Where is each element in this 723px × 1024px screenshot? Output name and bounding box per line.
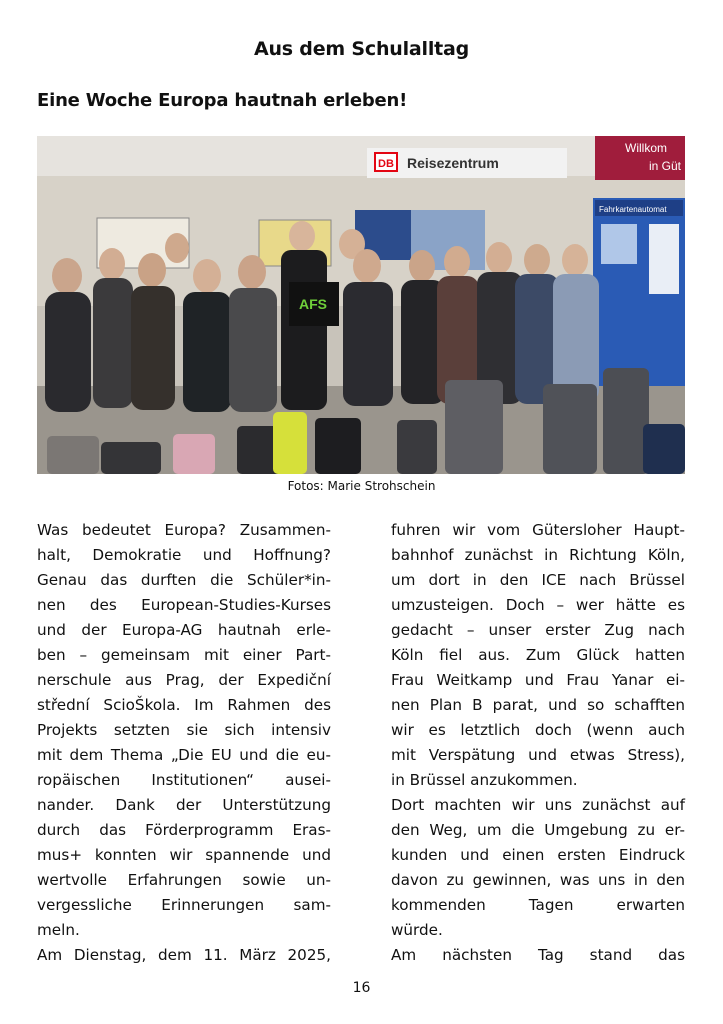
text-line: fuhren wir vom Gütersloher Haupt- xyxy=(391,521,685,539)
text-line: střední ScioŠkola. Im Rahmen des xyxy=(37,696,331,714)
afs-shirt-text: AFS xyxy=(299,296,327,312)
text-line: ben – gemeinsam mit einer Part- xyxy=(37,646,331,664)
text-line: Was bedeutet Europa? Zusammen- xyxy=(37,521,331,539)
section-title: Aus dem Schulalltag xyxy=(253,38,470,60)
text-line: ropäischen Institutionen“ ausei- xyxy=(37,771,331,789)
text-line: Am nächsten Tag stand das xyxy=(391,946,685,964)
column-paragraph xyxy=(391,518,685,793)
text-line: mus+ konnten wir spannende und xyxy=(37,846,331,864)
article-headline: Eine Woche Europa hautnah erleben! xyxy=(37,90,408,111)
photo-caption: Fotos: Marie Strohschein xyxy=(287,479,436,493)
welcome-sign-bottom: in Güt xyxy=(649,159,682,173)
column-paragraph xyxy=(391,943,685,968)
text-line: wertvolle Erfahrungen sowie un- xyxy=(37,871,331,889)
text-line: in Brüssel anzukommen. xyxy=(391,771,578,789)
text-line: gedacht – unser erster Zug nach xyxy=(391,621,685,639)
page-number: 16 xyxy=(352,980,371,996)
text-line: davon zu gewinnen, was uns in den xyxy=(391,871,685,889)
text-line: mit dem Thema „Die EU und die eu- xyxy=(37,746,331,764)
text-line: bahnhof zunächst in Richtung Köln, xyxy=(391,546,685,564)
text-line: Köln fiel aus. Zum Glück hatten xyxy=(391,646,685,664)
article-column-left xyxy=(37,518,331,968)
text-line: Projekts setzten sie sich intensiv xyxy=(37,721,331,739)
text-line: Frau Weitkamp und Frau Yanar ei- xyxy=(391,671,685,689)
column-paragraph xyxy=(391,793,685,943)
text-line: halt, Demokratie und Hoffnung? xyxy=(37,546,331,564)
text-line: Genau das durften die Schüler*in- xyxy=(37,571,331,589)
text-line: kommenden Tagen erwarten xyxy=(391,896,685,914)
text-line: nerschule aus Prag, der Expediční xyxy=(37,671,331,689)
column-paragraph xyxy=(37,943,331,968)
column-paragraph xyxy=(37,518,331,943)
text-line: um dort in den ICE nach Brüssel xyxy=(391,571,685,589)
article-column-right xyxy=(391,518,685,968)
text-line: Am Dienstag, dem 11. März 2025, xyxy=(37,946,331,964)
text-line: würde. xyxy=(391,921,443,939)
text-line: vergessliche Erinnerungen sam- xyxy=(37,896,331,914)
text-line: mit Verspätung und etwas Stress), xyxy=(391,746,685,764)
text-line: nen des European-Studies-Kurses xyxy=(37,596,331,614)
text-line: Dort machten wir uns zunächst auf xyxy=(391,796,685,814)
text-line: nen Plan B parat, und so schafften xyxy=(391,696,685,714)
text-line: und der Europa-AG hautnah erle- xyxy=(37,621,331,639)
group-photo xyxy=(37,136,685,474)
db-logo: DB xyxy=(378,158,394,170)
text-line: den Weg, um die Umgebung zu er- xyxy=(391,821,685,839)
text-line: umzusteigen. Doch – wer hätte es xyxy=(391,596,685,614)
text-line: nander. Dank der Unterstützung xyxy=(37,796,331,814)
text-line: wir es letztlich doch (wenn auch xyxy=(391,721,685,739)
text-line: meln. xyxy=(37,921,80,939)
text-line: kunden und einen ersten Eindruck xyxy=(391,846,685,864)
text-line: durch das Förderprogramm Eras- xyxy=(37,821,331,839)
welcome-sign-top: Willkom xyxy=(625,141,667,155)
ticket-machine-label: Fahrkartenautomat xyxy=(599,205,667,214)
reisezentrum-sign: Reisezentrum xyxy=(407,155,499,171)
